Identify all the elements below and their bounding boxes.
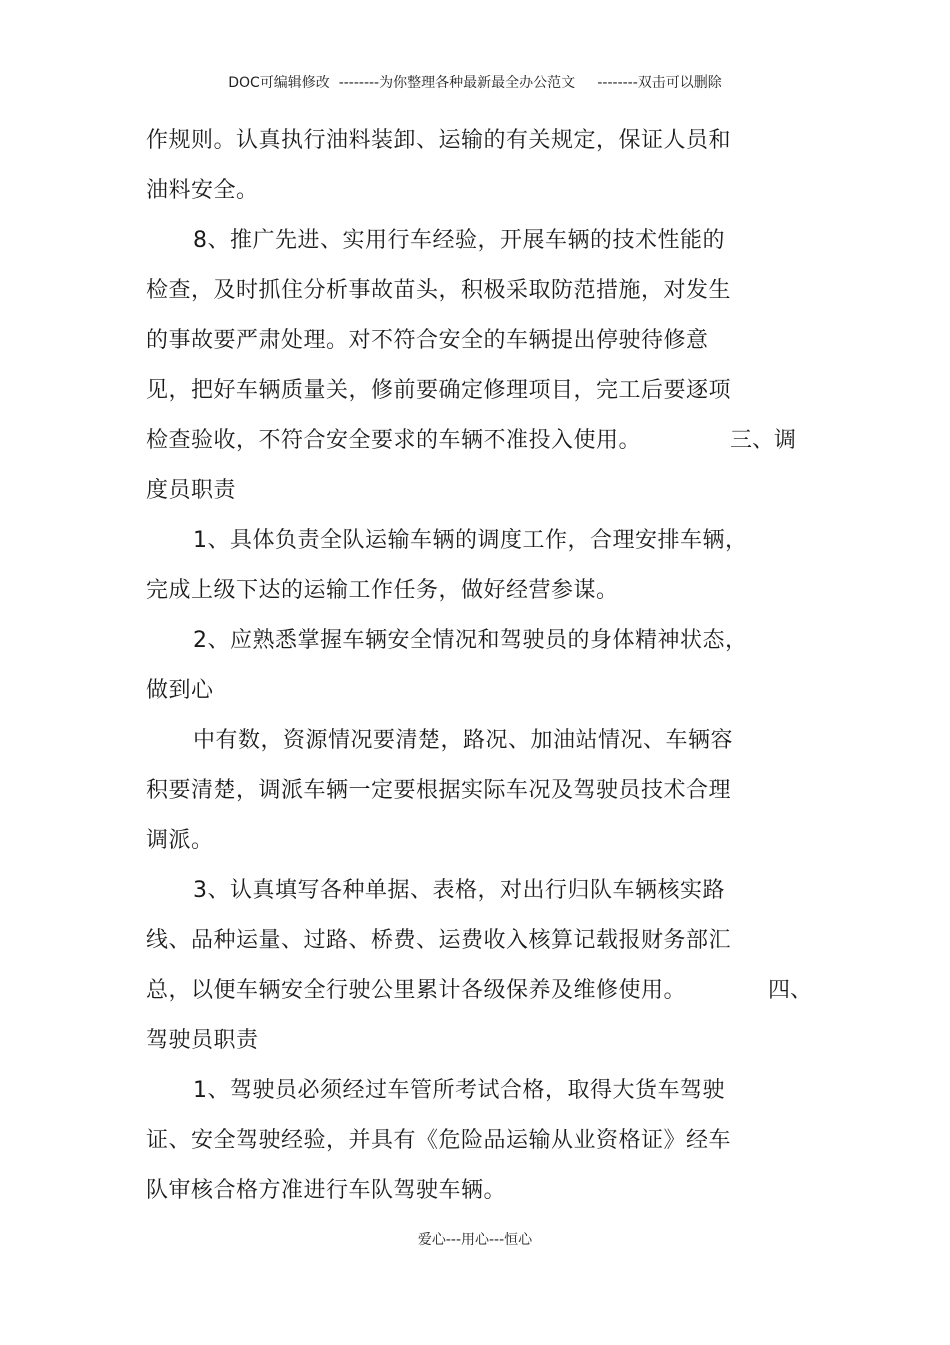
body-line: 中有数，资源情况要清楚，路况、加油站情况、车辆容 — [193, 728, 734, 753]
section-heading-4-end: 驾驶员职责 — [146, 1028, 259, 1053]
body-line: 总，以便车辆安全行驶公里累计各级保养及维修使用。 — [146, 978, 687, 1003]
body-line: 见，把好车辆质量关，修前要确定修理项目，完工后要逐项 — [146, 378, 732, 403]
section-heading-4-start: 四、 — [768, 978, 813, 1003]
section-heading-3-start: 三、调 — [730, 428, 797, 453]
body-line: 队审核合格方准进行车队驾驶车辆。 — [146, 1178, 507, 1203]
body-line: 1、驾驶员必须经过车管所考试合格，取得大货车驾驶 — [193, 1078, 725, 1103]
body-line: 1、具体负责全队运输车辆的调度工作，合理安排车辆， — [193, 528, 748, 553]
section-heading-3-end: 度员职责 — [146, 478, 237, 503]
body-line: 8、推广先进、实用行车经验，开展车辆的技术性能的 — [193, 228, 725, 253]
body-line: 的事故要严肃处理。对不符合安全的车辆提出停驶待修意 — [146, 328, 709, 353]
page-footer: 爱心---用心---恒心 — [417, 1232, 533, 1248]
page-header: DOC可编辑修改 --------为你整理各种最新最全办公范文 --------双击可以删除 — [228, 75, 722, 91]
body-line: 线、品种运量、过路、桥费、运费收入核算记载报财务部汇 — [146, 928, 732, 953]
body-line: 完成上级下达的运输工作任务，做好经营参谋。 — [146, 578, 619, 603]
body-line: 油料安全。 — [146, 178, 259, 203]
body-line: 检查，及时抓住分析事故苗头，积极采取防范措施，对发生 — [146, 278, 732, 303]
body-line: 调派。 — [146, 828, 214, 853]
body-line: 2、应熟悉掌握车辆安全情况和驾驶员的身体精神状态， — [193, 628, 748, 653]
body-line: 3、认真填写各种单据、表格，对出行归队车辆核实路 — [193, 878, 725, 903]
body-line: 积要清楚，调派车辆一定要根据实际车况及驾驶员技术合理 — [146, 778, 732, 803]
body-line: 检查验收，不符合安全要求的车辆不准投入使用。 — [146, 428, 642, 453]
body-line: 做到心 — [146, 678, 214, 703]
body-line: 作规则。认真执行油料装卸、运输的有关规定，保证人员和 — [146, 128, 732, 153]
body-line: 证、安全驾驶经验，并具有《危险品运输从业资格证》经车 — [146, 1128, 732, 1153]
